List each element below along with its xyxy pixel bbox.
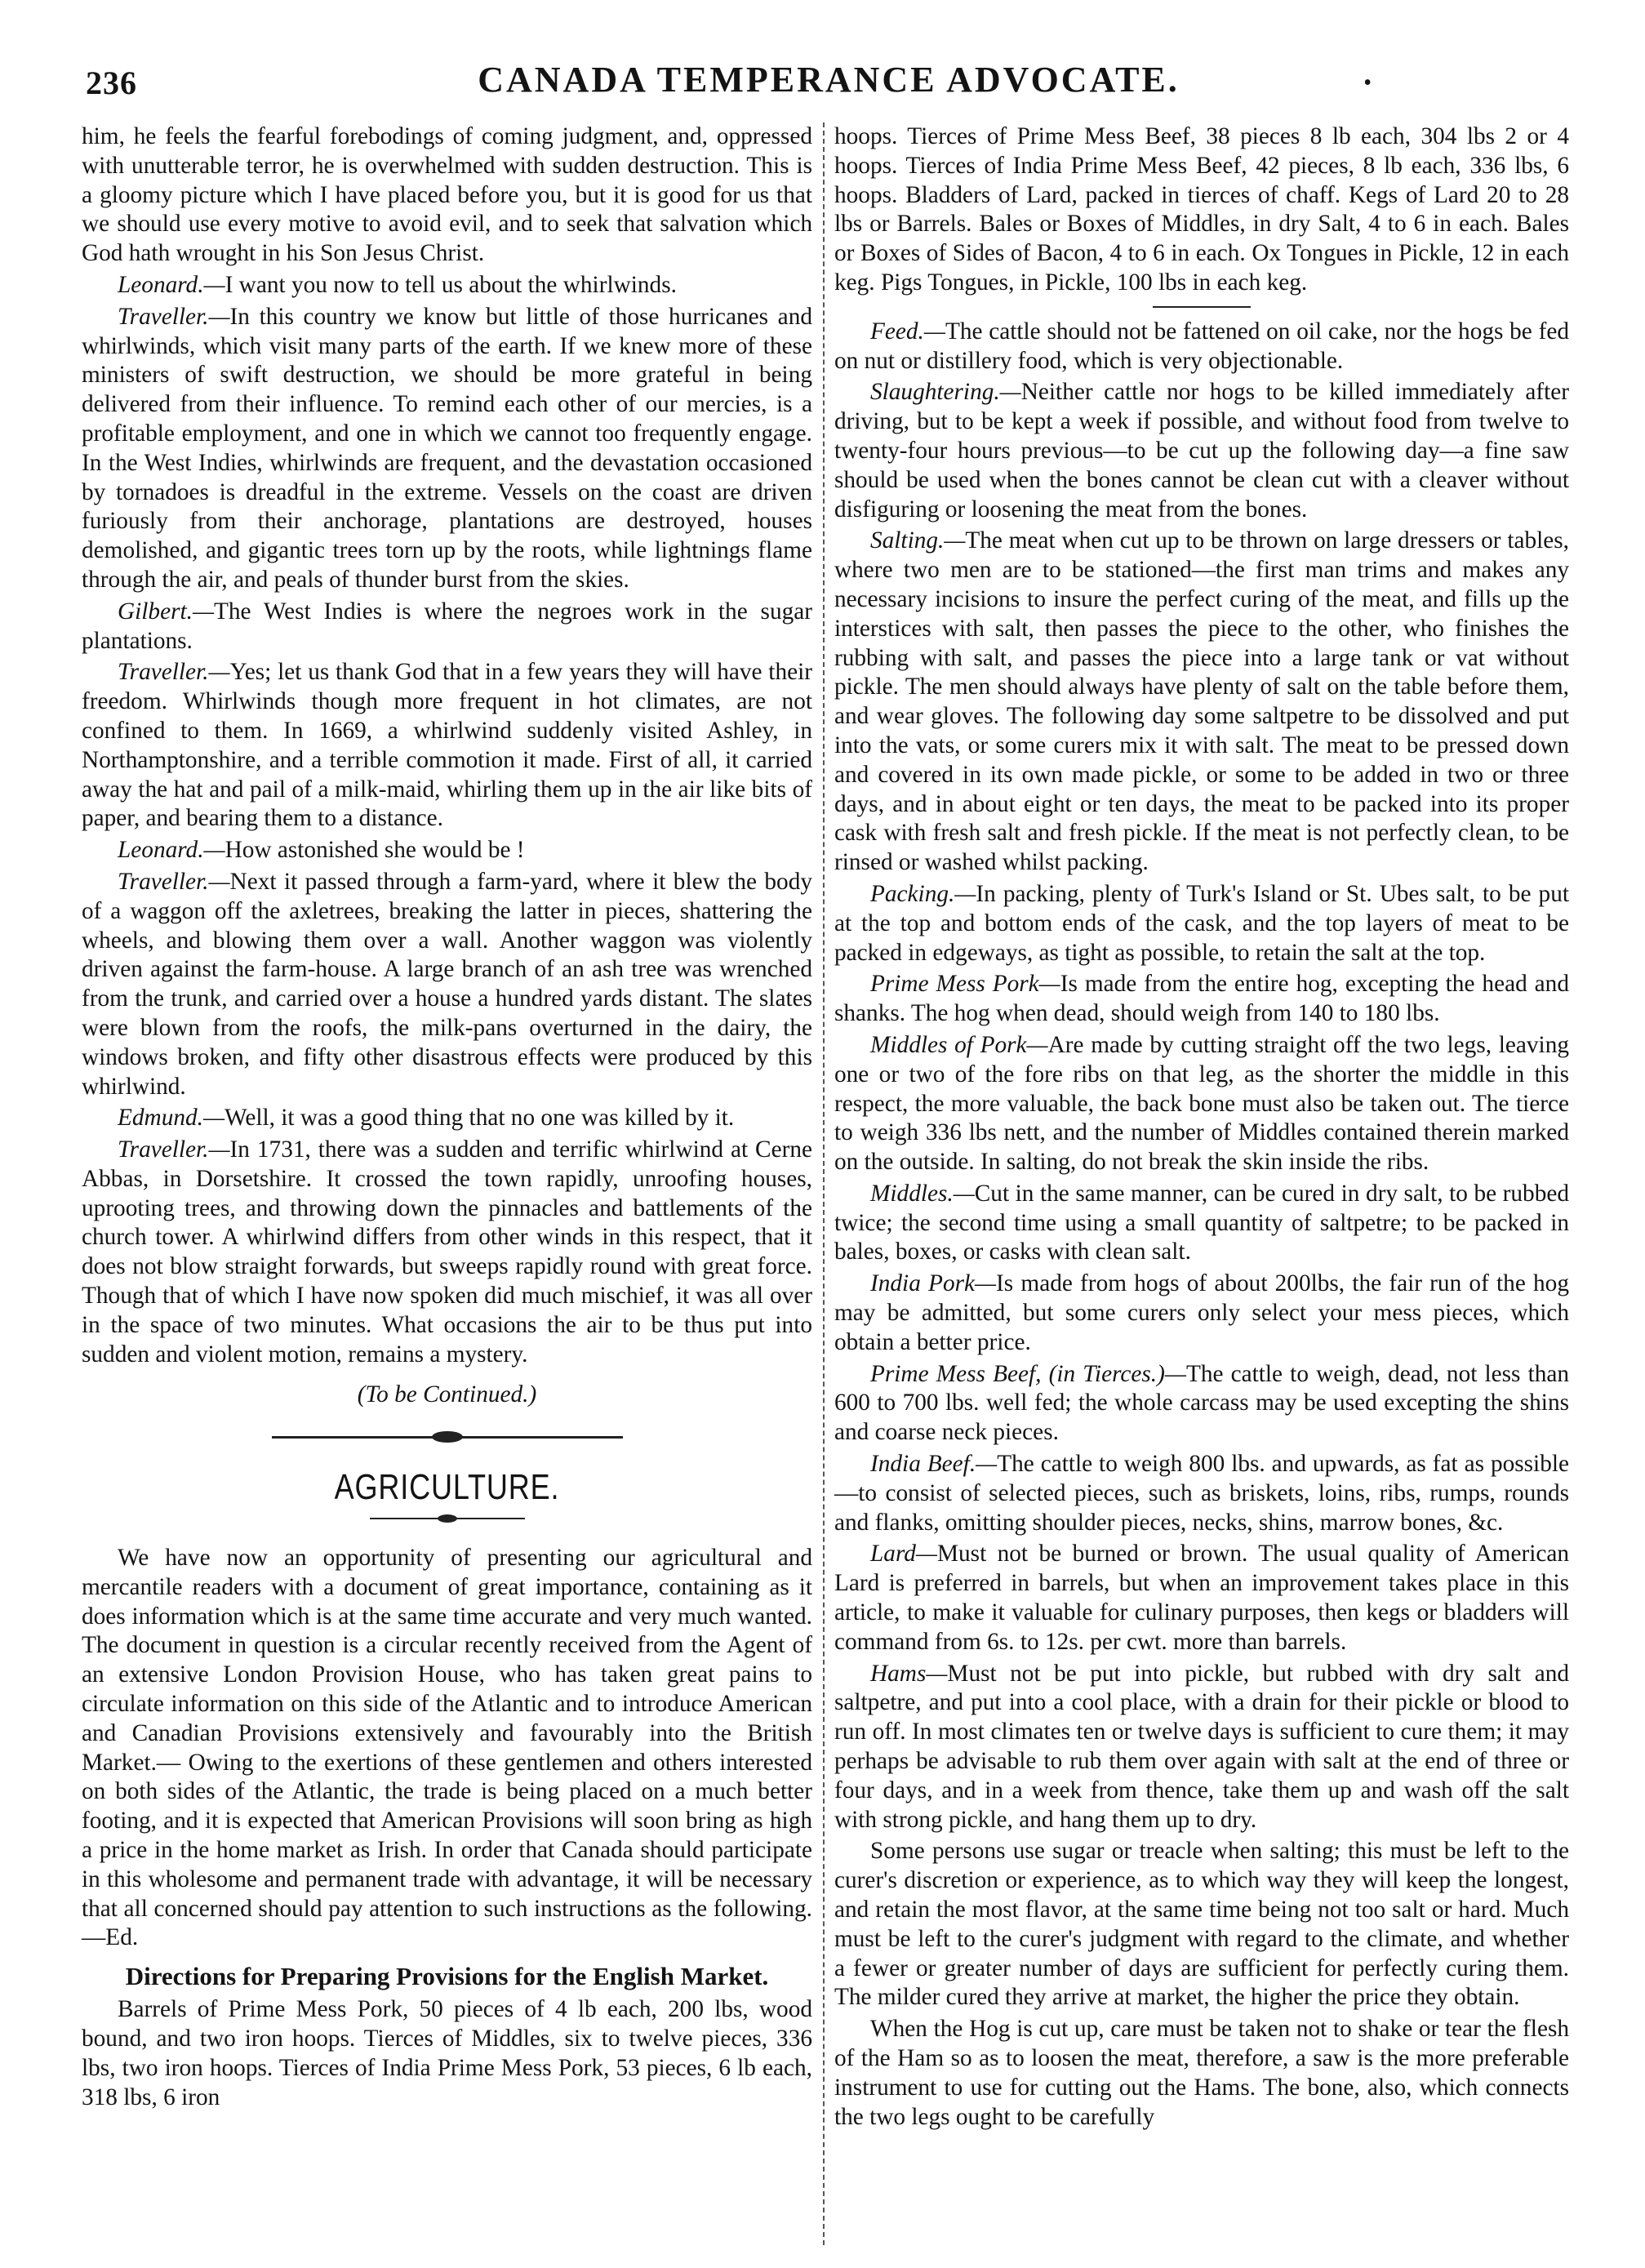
dialogue-paragraph: Leonard.—I want you now to tell us about the whirlwinds. [118, 271, 677, 298]
ornamental-rule [272, 1431, 623, 1443]
article-paragraph: Prime Mess Beef, (in Tierces.)—The cattle to weigh, dead, not less than 600 to 700 lbs. well fed; the whole carcass may be used excepting the shins and coarse neck pieces. [834, 1360, 1570, 1446]
article-paragraph: Slaughtering.—Neither cattle nor hogs to be killed immediately after driving, but to be kept a week if possible, and without food from twelve to twenty-four hours previous—to be cut up the following day—a fine saw should be used when the bones cannot be clean cut with a cleaver without disfiguring or loosening the meat from the bones. [834, 379, 1569, 523]
paragraph-heading: India Pork— [870, 1270, 997, 1297]
paragraph-heading: Salting.— [870, 527, 966, 554]
short-rule [1153, 306, 1251, 308]
dialogue-paragraph: Traveller.—Next it passed through a farm-yard, where it blew the body of a waggon off the axletrees, breaking the latter in pieces, shattering the wheels, and blowing them over a wall. Another waggon was violently driven against the farm-house. A large branch of an ash tree was wrenched from the trunk, and carried over a house a hundred yards distant. The slates were blown from the roofs, the milk-pans overturned in the dairy, the windows broken, and fifty other disastrous effects were produced by this whirlwind. [82, 868, 812, 1100]
article-paragraph: India Pork—Is made from hogs of about 200lbs, the fair run of the hog may be admitted, but some curers only select your mess pieces, which obtain a better price. [834, 1270, 1569, 1355]
article-paragraph: him, he feels the fearful forebodings of coming judgment, and, oppressed with unutterable terror, he is overwhelmed with sudden destruction. This is a gloomy picture which I have placed before you, but it is good for us that we should use every motive to avoid evil, and to seek that salvation which God hath wrought in his Son Jesus Christ. [82, 123, 812, 267]
paragraph-heading: Prime Mess Beef, (in Tierces.)— [870, 1360, 1186, 1387]
to-be-continued: (To be Continued.) [357, 1381, 537, 1408]
dialogue-paragraph: Edmund.—Well, it was a good thing that no one was killed by it. [118, 1105, 735, 1132]
article-paragraph: Salting.—The meat when cut up to be thrown on large dressers or tables, where two men are to be stationed—the first man trims and makes any necessary incisions to insure the perfect curing of the meat, and fills up the interstices with salt, then passes the piece to the other, who finishes the rubbing with salt, and passes the piece into a large tank or vat without pickle. The men should always have plenty of salt on the table before them, and wear gloves. The following day some saltpetre to be dissolved and put into the vats, or some curers mix it with salt. The meat to be pressed down and covered in its own made pickle, or some to be added in two or three days, and in about eight or ten days, the meat to be packed into its proper cask with fresh salt and fresh pickle. If the meat is not perfectly clean, to be rinsed or washed whilst packing. [834, 527, 1569, 876]
paragraph-heading: Packing.— [870, 880, 976, 907]
header-mark: • [1363, 70, 1372, 96]
dialogue-paragraph: Traveller.—In 1731, there was a sudden and terrific whirlwind at Cerne Abbas, in Dorsetshire. It crossed the town rapidly, unroofing houses, uprooting trees, and throwing down the pinnacles and battlements of the church tower. A whirlwind differs from other winds in this respect, that it does not blow straight forwards, but sweeps rapidly round with great force. Though that of which I have now spoken did much mischief, it was all over in the space of two minutes. What occasions the air to be thus put into sudden and violent motion, remains a mystery. [82, 1136, 812, 1367]
paragraph-heading: Lard— [870, 1541, 937, 1568]
speaker-name: Gilbert.— [118, 598, 215, 625]
dialogue-paragraph: Gilbert.—The West Indies is where the negroes work in the sugar plantations. [82, 598, 812, 654]
speaker-name: Traveller.— [118, 659, 230, 686]
article-paragraph: Feed.—The cattle should not be fattened on oil cake, nor the hogs be fed on nut or distillery food, which is very objectionable. [834, 318, 1569, 374]
column-divider [823, 122, 825, 2245]
article-paragraph: Prime Mess Pork—Is made from the entire hog, excepting the head and shanks. The hog when dead, should weigh from 140 to 180 lbs. [834, 971, 1569, 1027]
article-subheading: Directions for Preparing Provisions for the English Market. [125, 1962, 769, 1991]
intro-paragraph: We have now an opportunity of presenting our agricultural and mercantile readers with a document of great importance, containing as it does information which is at the same time accurate and very much wanted. The document in question is a circular recently received from the Agent of an extensive London Provision House, who has taken great pains to circulate information on this side of the Atlantic and to introduce American and Canadian Provisions extensively and favourably into the British Market.— Owing to the exertions of these gentlemen and others interested on both sides of the Atlantic, the trade is being placed on a much better footing, and it is expected that American Provisions will soon bring as high a price in the home market as Irish. In order that Canada should participate in this wholesome and permanent trade with advantage, it will be necessary that all concerned should pay attention to such instructions as the following.—Ed. [82, 1545, 812, 1951]
left-column [82, 122, 812, 2115]
paragraph-heading: Middles of Pork— [870, 1031, 1048, 1058]
paragraph-heading: India Beef.— [870, 1451, 998, 1478]
dialogue-paragraph: Traveller.—Yes; let us thank God that in a few years they will have their freedom. Whirlwinds though more frequent in hot climates, are not confined to them. In 1669, a whirlwind suddenly visited Ashley, in Northamptonshire, and a terrible commotion it made. First of all, it carried away the hat and pail of a milk-maid, whirling them up in the air like bits of paper, and bearing them to a distance. [82, 659, 812, 832]
speaker-name: Traveller.— [118, 868, 230, 895]
article-paragraph: Hams—Must not be put into pickle, but rubbed with dry salt and saltpetre, and put into a cool place, with a drain for their pickle or blood to run off. In most climates ten or twelve days is sufficient to cure them; it may perhaps be advisable to rub them over again with salt at the end of three or four days, and in a week from thence, take them up and wash off the salt with strong pickle, and hang them up to dry. [834, 1660, 1569, 1833]
speaker-name: Leonard.— [118, 837, 225, 864]
article-paragraph: Lard—Must not be burned or brown. The usual quality of American Lard is preferred in barrels, but when an improvement takes place in this article, to make it valuable for culinary purposes, then kegs or bladders will command from 6s. to 12s. per cwt. more than barrels. [834, 1541, 1569, 1655]
article-paragraph: Middles.—Cut in the same manner, can be cured in dry salt, to be rubbed twice; the second time using a small quantity of saltpetre; to be packed in bales, boxes, or casks with clean salt. [834, 1180, 1569, 1265]
article-paragraph: Middles of Pork—Are made by cutting straight off the two legs, leaving one or two of the fore ribs on that leg, as the shorter the middle in this respect, the more valuable, the back bone must also be taken out. The tierce to weigh 336 lbs nett, and the number of Middles contained therein marked on the outside. In salting, do not break the skin inside the ribs. [834, 1031, 1569, 1176]
paragraph-heading: Slaughtering.— [870, 379, 1021, 406]
paragraph-heading: Feed.— [870, 318, 945, 345]
speaker-name: Leonard.— [118, 271, 225, 298]
speaker-name: Traveller.— [118, 1136, 230, 1163]
right-column [834, 122, 1569, 2134]
running-title: CANADA TEMPERANCE ADVOCATE. [478, 60, 1180, 100]
page-header [86, 59, 1572, 108]
dialogue-paragraph: Leonard.—How astonished she would be ! [118, 837, 525, 864]
article-paragraph: India Beef.—The cattle to weigh 800 lbs. and upwards, as fat as possible—to consist of selected pieces, such as briskets, loins, ribs, rumps, rounds and flanks, omitting shoulder pieces, necks, shins, marrow bones, &c. [834, 1451, 1569, 1536]
article-paragraph: Some persons use sugar or treacle when salting; this must be left to the curer's discretion or experience, as to which way they will keep the longest, and retain the most flavor, at the same time being not too salt or hard. Much must be left to the curer's judgment with regard to the climate, and whether a fewer or greater number of days are sufficient for perfectly curing them. The milder cured they arrive at market, the higher the price they obtain. [834, 1838, 1569, 2011]
section-title: AGRICULTURE. [334, 1467, 560, 1508]
paragraph-heading: Prime Mess Pork— [870, 971, 1060, 998]
article-paragraph: Barrels of Prime Mess Pork, 50 pieces of 4 lb each, 200 lbs, wood bound, and two iron hoops. Tierces of Middles, six to twelve pieces, 336 lbs, two iron hoops. Tierces of India Prime Mess Pork, 53 pieces, 6 lb each, 318 lbs, 6 iron [82, 1996, 812, 2110]
dialogue-paragraph: Traveller.—In this country we know but little of those hurricanes and whirlwinds, which visit many parts of the earth. If we knew more of these ministers of swift destruction, we should be more grateful in being delivered from their influence. To remind each other of our mercies, is a profitable employment, and one in which we cannot too frequently engage. In the West Indies, whirlwinds are frequent, and the devastation occasioned by tornadoes is dreadful in the extreme. Vessels on the coast are driven furiously from their anchorage, plantations are destroyed, houses demolished, and gigantic trees torn up by the roots, while lightnings flame through the air, and peals of thunder burst from the skies. [82, 303, 812, 593]
page-number: 236 [86, 64, 137, 101]
article-paragraph: Packing.—In packing, plenty of Turk's Island or St. Ubes salt, to be put at the top and bottom ends of the cask, and the top layers of meat to be packed in edgeways, as tight as possible, to retain the salt at the top. [834, 880, 1569, 966]
ornamental-rule-small [370, 1514, 525, 1523]
article-paragraph: hoops. Tierces of Prime Mess Beef, 38 pieces 8 lb each, 304 lbs 2 or 4 hoops. Tierces of India Prime Mess Beef, 42 pieces, 8 lb each, 336 lbs, 6 hoops. Bladders of Lard, packed in tierces of chaff. Kegs of Lard 20 to 28 lbs or Barrels. Bales or Boxes of Middles, in dry Salt, 4 to 6 in each. Bales or Boxes of Sides of Bacon, 4 to 6 in each. Ox Tongues in Pickle, 12 in each keg. Pigs Tongues, in Pickle, 100 lbs in each keg. [834, 123, 1569, 296]
paragraph-heading: Hams— [870, 1660, 948, 1687]
article-paragraph: When the Hog is cut up, care must be taken not to shake or tear the flesh of the Ham so as to loosen the meat, therefore, a saw is the more preferable instrument to use for cutting out the Hams. The bone, also, which connects the two legs ought to be carefully [834, 2016, 1569, 2130]
speaker-name: Traveller.— [118, 303, 230, 330]
paragraph-heading: Middles.— [870, 1180, 975, 1207]
speaker-name: Edmund.— [118, 1105, 225, 1132]
